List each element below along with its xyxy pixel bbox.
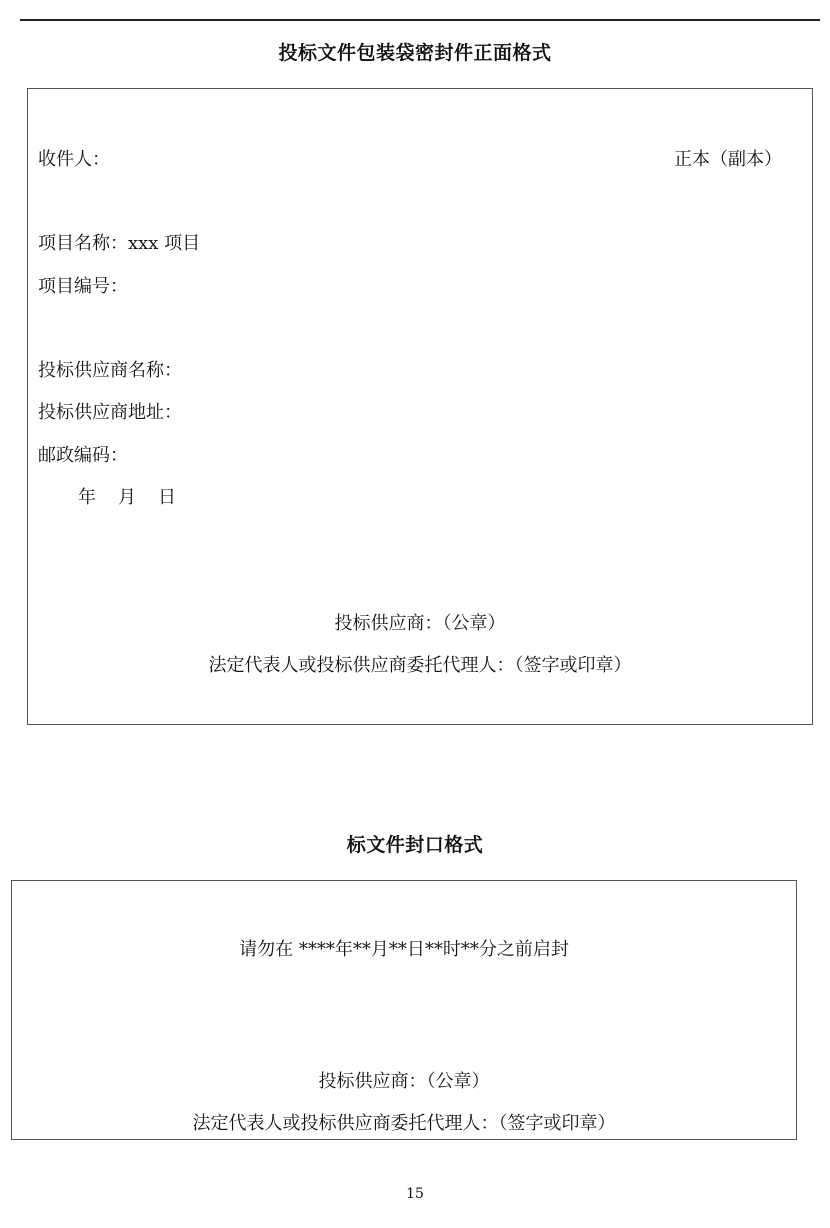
representative-signature-line: 法定代表人或投标供应商委托代理人：（签字或印章） [192,1113,616,1134]
seal-format-title: 标文件封口格式 [346,834,484,856]
envelope-front-box [27,88,813,725]
header-rule [20,19,820,21]
supplier-address-label: 投标供应商地址： [38,402,182,423]
recipient-label: 收件人： [38,149,110,170]
page-number: 15 [406,1186,424,1202]
date-line: 年 月 日 [78,487,178,508]
representative-signature-line: 法定代表人或投标供应商委托代理人：（签字或印章） [208,655,632,676]
supplier-seal-line: 投标供应商：（公章） [334,613,506,634]
supplier-seal-line: 投标供应商：（公章） [318,1071,490,1092]
project-number-label: 项目编号： [38,276,128,297]
envelope-front-title: 投标文件包装袋密封件正面格式 [278,42,552,64]
project-name-label: 项目名称：xxx 项目 [38,233,201,254]
seal-format-box [11,880,797,1140]
postal-code-label: 邮政编码： [38,445,128,466]
copy-type-label: 正本（副本） [674,149,782,170]
supplier-name-label: 投标供应商名称： [38,360,182,381]
open-notice: 请勿在 ****年**月**日**时**分之前启封 [239,939,569,960]
